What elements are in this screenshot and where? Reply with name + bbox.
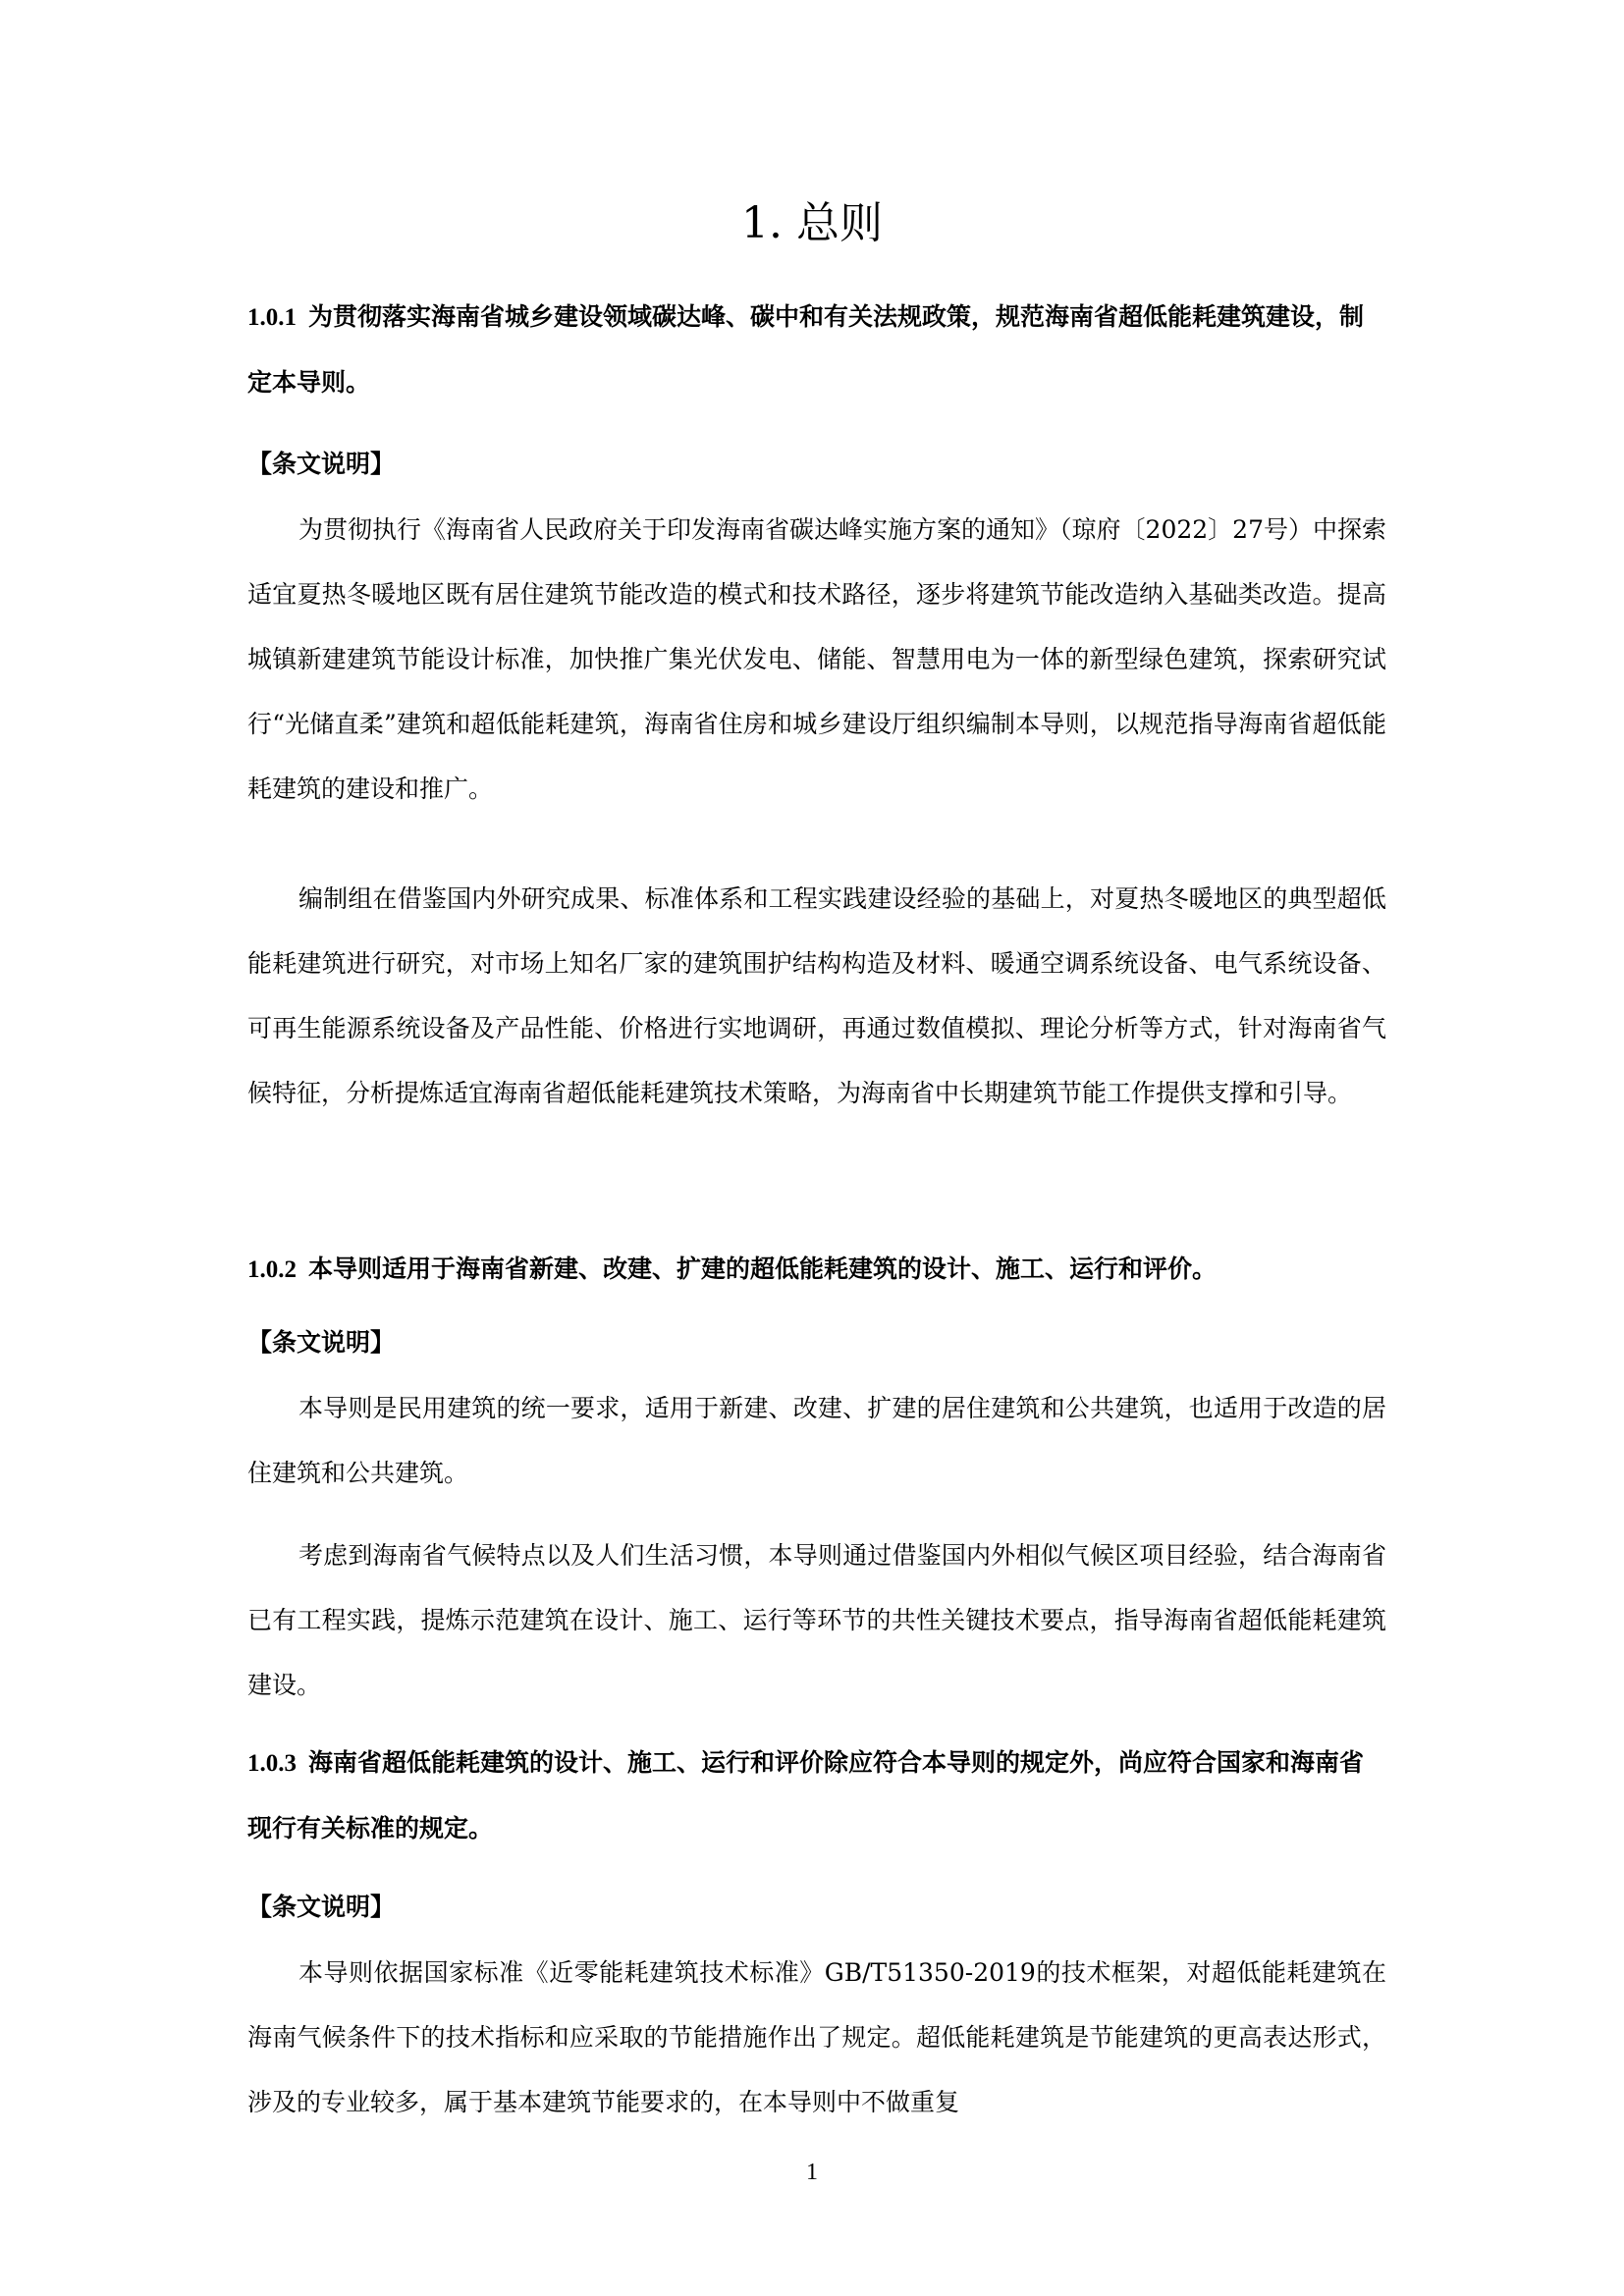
clause-number: 1.0.1 <box>247 304 297 331</box>
explanation-label: 【条文说明】 <box>247 1893 396 1921</box>
clause-text: 本导则适用于海南省新建、改建、扩建的超低能耗建筑的设计、施工、运行和评价。 <box>308 1255 1218 1283</box>
clause-1-0-3 <box>247 1731 1386 1861</box>
explanation-paragraph: 编制组在借鉴国内外研究成果、标准体系和工程实践建设经验的基础上，对夏热冬暖地区的典型超低能耗建筑进行研究，对市场上知名厂家的建筑围护结构构造及材料、暖通空调系统设备、电气系统设备、可再生能源系统设备及产品性能、价格进行实地调研，再通过数值模拟、理论分析等方式，针对海南省气候特征，分析提炼适宜海南省超低能耗建筑技术策略，为海南省中长期建筑节能工作提供支撑和引导。 <box>247 884 1386 1107</box>
explanation-label: 【条文说明】 <box>247 450 396 478</box>
clause-number: 1.0.3 <box>247 1750 297 1777</box>
clause-1-0-1 <box>247 285 1386 415</box>
page-number: 1 <box>806 2160 818 2185</box>
clause-text: 为贯彻落实海南省城乡建设领域碳达峰、碳中和有关法规政策，规范海南省超低能耗建筑建设，制定本导则。 <box>247 302 1365 397</box>
clause-text: 海南省超低能耗建筑的设计、施工、运行和评价除应符合本导则的规定外，尚应符合国家和海南省现行有关标准的规定。 <box>247 1748 1365 1842</box>
explanation-paragraph: 考虑到海南省气候特点以及人们生活习惯，本导则通过借鉴国内外相似气候区项目经验，结合海南省已有工程实践，提炼示范建筑在设计、施工、运行等环节的共性关键技术要点，指导海南省超低能耗建筑建设。 <box>247 1541 1386 1699</box>
clause-1-0-2 <box>247 1237 1386 1303</box>
explanation-paragraph: 本导则依据国家标准《近零能耗建筑技术标准》GB/T51350-2019的技术框架，对超低能耗建筑在海南气候条件下的技术指标和应采取的节能措施作出了规定。超低能耗建筑是节能建筑的更高表达形式，涉及的专业较多，属于基本建筑节能要求的，在本导则中不做重复 <box>247 1958 1386 2116</box>
explanation-paragraph: 本导则是民用建筑的统一要求，适用于新建、改建、扩建的居住建筑和公共建筑，也适用于改造的居住建筑和公共建筑。 <box>247 1394 1386 1487</box>
explanation-label: 【条文说明】 <box>247 1328 396 1357</box>
page-title: 1. 总则 <box>741 198 883 248</box>
clause-number: 1.0.2 <box>247 1256 297 1283</box>
explanation-paragraph: 为贯彻执行《海南省人民政府关于印发海南省碳达峰实施方案的通知》（琼府〔2022〕27号）中探索适宜夏热冬暖地区既有居住建筑节能改造的模式和技术路径，逐步将建筑节能改造纳入基础类改造。提高城镇新建建筑节能设计标准，加快推广集光伏发电、储能、智慧用电为一体的新型绿色建筑，探索研究试行“光储直柔”建筑和超低能耗建筑，海南省住房和城乡建设厅组织编制本导则，以规范指导海南省超低能耗建筑的建设和推广。 <box>247 515 1386 803</box>
